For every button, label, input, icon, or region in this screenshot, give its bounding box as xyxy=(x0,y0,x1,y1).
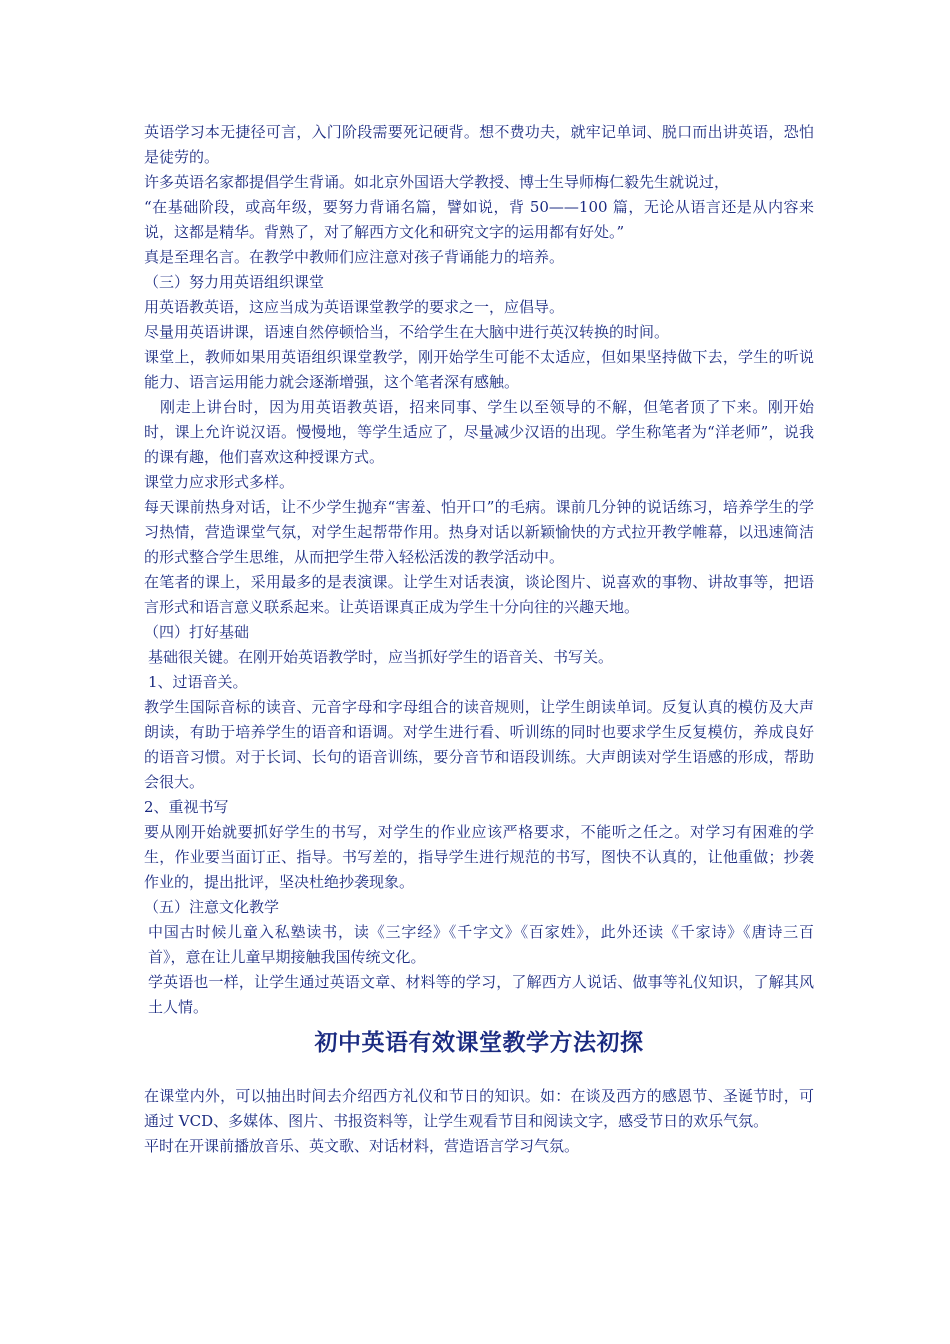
document-title: 初中英语有效课堂教学方法初探 xyxy=(314,1030,644,1056)
section-heading: （三）努力用英语组织课堂 xyxy=(144,273,325,291)
quote-paragraph: “在基础阶段，或高年级，要努力背诵名篇，譬如说，背 50——100 篇，无论从语言还是从内容来说，这都是精华。背熟了，对了解西方文化和研究文字的运用都有好处。” xyxy=(144,198,814,241)
paragraph: 在笔者的课上，采用最多的是表演课。让学生对话表演，谈论图片、说喜欢的事物、讲故事等，把语言形式和语言意义联系起来。让英语课真正成为学生十分向往的兴趣天地。 xyxy=(144,573,814,616)
subsection-heading: 1、过语音关。 xyxy=(148,673,248,691)
paragraph: 要从刚开始就要抓好学生的书写，对学生的作业应该严格要求，不能听之任之。对学习有困难的学生，作业要当面订正、指导。书写差的，指导学生进行规范的书写，图快不认真的，让他重做；抄袭作业的，提出批评，坚决杜绝抄袭现象。 xyxy=(144,823,814,891)
paragraph: 教学生国际音标的读音、元音字母和字母组合的读音规则，让学生朗读单词。反复认真的模仿及大声朗读，有助于培养学生的语音和语调。对学生进行看、听训练的同时也要求学生反复模仿，养成良好的语音习惯。对于长词、长句的语音训练，要分音节和语段训练。大声朗读对学生语感的形成，帮助会很大。 xyxy=(144,698,814,791)
paragraph: 在课堂内外，可以抽出时间去介绍西方礼仪和节日的知识。如：在谈及西方的感恩节、圣诞节时，可通过 VCD、多媒体、图片、书报资料等，让学生观看节目和阅读文字，感受节日的欢乐气氛。 xyxy=(144,1087,814,1130)
section-heading: （四）打好基础 xyxy=(144,623,250,641)
document-page xyxy=(144,120,814,1159)
paragraph: 学英语也一样，让学生通过英语文章、材料等的学习，了解西方人说话、做事等礼仪知识，了解其风土人情。 xyxy=(148,973,814,1016)
section-heading: （五）注意文化教学 xyxy=(144,898,280,916)
subsection-heading: 2、重视书写 xyxy=(144,798,229,816)
paragraph: 基础很关键。在刚开始英语教学时，应当抓好学生的语音关、书写关。 xyxy=(148,648,614,666)
paragraph: 中国古时候儿童入私塾读书，读《三字经》《千字文》《百家姓》，此外还读《千家诗》《唐诗三百首》，意在让儿童早期接触我国传统文化。 xyxy=(148,923,814,966)
paragraph: 每天课前热身对话，让不少学生抛弃“害羞、怕开口”的毛病。课前几分钟的说话练习，培养学生的学习热情，营造课堂气氛，对学生起帮带作用。热身对话以新颖愉快的方式拉开教学帷幕，以迅速简洁的形式整合学生思维，从而把学生带入轻松活泼的教学活动中。 xyxy=(144,498,814,566)
paragraph: 真是至理名言。在教学中教师们应注意对孩子背诵能力的培养。 xyxy=(144,248,565,266)
paragraph: 用英语教英语，这应当成为英语课堂教学的要求之一，应倡导。 xyxy=(144,298,565,316)
paragraph: 英语学习本无捷径可言，入门阶段需要死记硬背。想不费功夫，就牢记单词、脱口而出讲英语，恐怕是徒劳的。 xyxy=(144,123,814,166)
paragraph: 课堂上，教师如果用英语组织课堂教学，刚开始学生可能不太适应，但如果坚持做下去，学生的听说能力、语言运用能力就会逐渐增强，这个笔者深有感触。 xyxy=(144,348,814,391)
paragraph: 平时在开课前播放音乐、英文歌、对话材料，营造语言学习气氛。 xyxy=(144,1137,580,1155)
paragraph: 刚走上讲台时，因为用英语教英语，招来同事、学生以至领导的不解，但笔者顶了下来。刚开始时，课上允许说汉语。慢慢地，等学生适应了，尽量减少汉语的出现。学生称笔者为“洋老师”，说我的课有趣，他们喜欢这种授课方式。 xyxy=(144,398,814,466)
paragraph: 尽量用英语讲课，语速自然停顿恰当，不给学生在大脑中进行英汉转换的时间。 xyxy=(144,323,670,341)
paragraph: 许多英语名家都提倡学生背诵。如北京外国语大学教授、博士生导师梅仁毅先生就说过， xyxy=(144,173,730,191)
paragraph: 课堂力应求形式多样。 xyxy=(144,473,295,491)
